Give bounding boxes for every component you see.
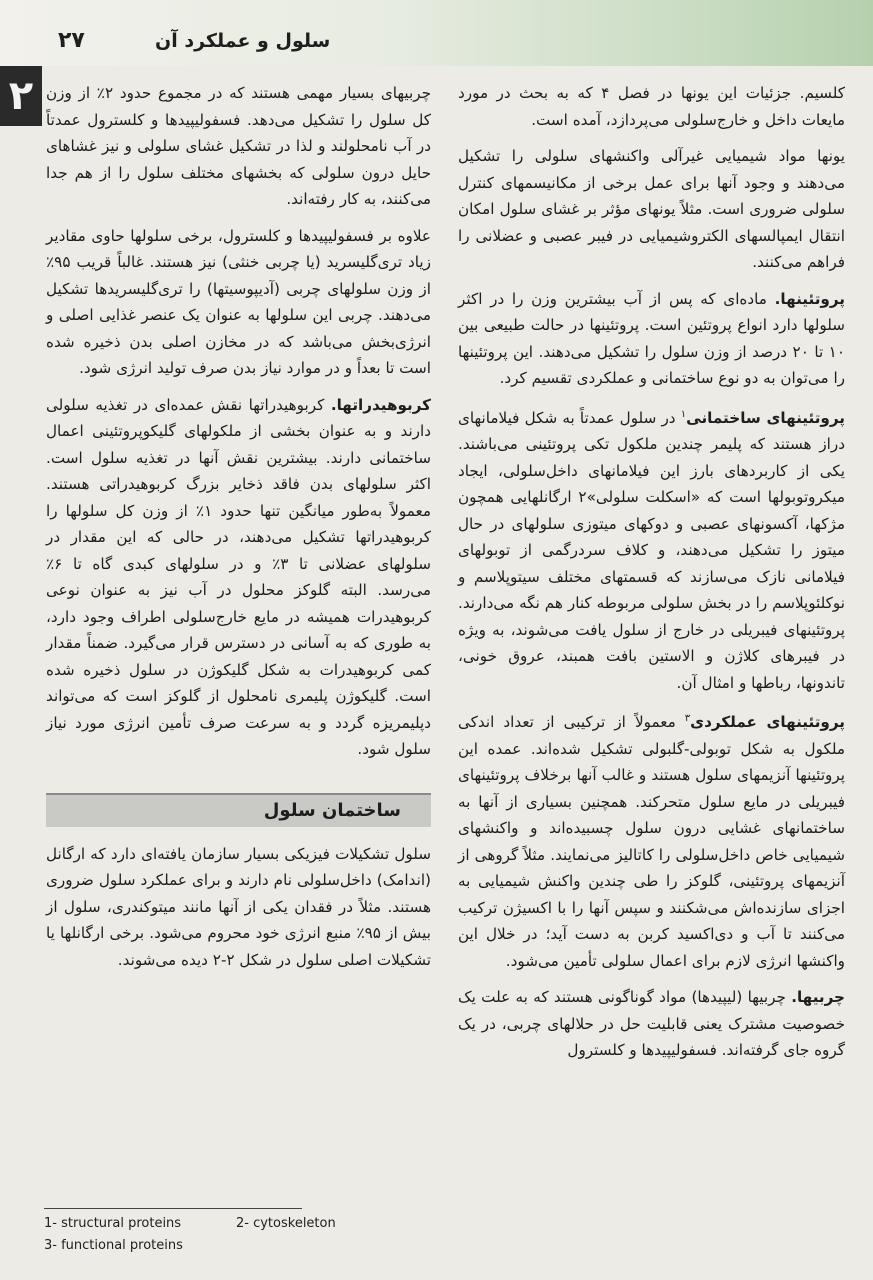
page-header	[0, 0, 873, 66]
paragraph: پروتئینهای عملکردی$^۳$ معمولاً از ترکیبی از تعداد اندکی ملکول به شکل توبولی-گلبولی تشکیل شده‌اند. عمده این پروتئینها آنزیمهای سلول هستند و غالب آنها برخلاف پروتئینهای فیبریلی در مایع سلول متحرکند. همچنین بسیاری از آنها به ساختمانهای غشایی درون سلول چسبیده‌اند و واکنشهای شیمیایی خاص داخل‌سلولی را کاتالیز می‌نمایند. مثلاً گروهی از آنزیمهای پروتئینی، گلوکز را طی چندین واکنش شیمیایی به اجزای سازنده‌اش می‌شکنند و سپس آنها را با اکسیژن ترکیب می‌کنند تا آب و دی‌اکسید کربن به دست آید؛ در خلال این واکنشها انرژی لازم برای اعمال سلولی تأمین می‌شود.	[458, 713, 845, 970]
paragraph: کربوهیدراتها. کربوهیدراتها نقش عمده‌ای در تغذیه سلولی دارند و به عنوان بخشی از ملکولهای گلیکوپروتئینی اعمال ساختمانی دارند. بیشترین نقش آنها در تغذیه سلول است. اکثر سلولهای بدن فاقد ذخایر بزرگ کربوهیدراتی هستند. معمولاً به‌طور میانگین تنها حدود ۱٪ از وزن کل سلولها را کربوهیدراتها تشکیل می‌دهند، در حالی که این مقدار در سلولهای عضلانی تا ۳٪ و در سلولهای کبدی گاه تا ۶٪ می‌رسد. البته گلوکز محلول در آب نیز به عنوان نوعی کربوهیدرات همیشه در مایع خارج‌سلولی اطراف وجود دارد، به طوری که به آسانی در دسترس قرار می‌گیرد. ضمناً مقدار کمی کربوهیدرات به شکل گلیکوژن در سلول ذخیره شده است. گلیکوژن پلیمری نامحلول از گلوکز است که می‌تواند دپلیمریزه گردد و به سرعت صرف تأمین انرژی مورد نیاز سلول شود.	[46, 395, 432, 758]
paragraph: کلسیم. جزئیات این یونها در فصل ۴ که به بحث در مورد مایعات داخل و خارج‌سلولی می‌پردازد، آمده است.	[458, 84, 845, 129]
paragraph: چربیها. چربیها (لیپیدها) مواد گوناگونی هستند که به علت یک خصوصیت مشترک یعنی قابلیت حل در حلالهای چربی، در یک گروه جای گرفته‌اند. فسفولیپیدها و کلسترول	[458, 988, 845, 1060]
paragraph-heading: پروتئینها.	[774, 289, 845, 308]
paragraph: یونها مواد شیمیایی غیرآلی واکنشهای سلولی را تشکیل می‌دهند و وجود آنها برای عمل برخی از مکانیسمهای کنترل سلولی ضروری است. مثلاً یونهای مؤثر بر غشای سلول امکان انتقال ایمپالسهای الکتروشیمیایی در فیبر عصبی و عضلانی را فراهم می‌کنند.	[458, 147, 845, 271]
footnote-ref: ۱	[680, 408, 687, 420]
footnote-divider	[44, 1208, 302, 1209]
chapter-tab: ۲	[0, 66, 42, 126]
paragraph-heading: چربیها.	[791, 988, 845, 1007]
left-column	[46, 80, 431, 983]
paragraph: سلول تشکیلات فیزیکی بسیار سازمان یافته‌ای دارد که ارگانل (اندامک) داخل‌سلولی نام دارند و برای عملکرد سلول ضروری هستند. مثلاً در فقدان یکی از آنها مانند میتوکندری، سلول از بیش از ۹۵٪ منبع انرژی خود محروم می‌شود. برخی ارگانلها یا تشکیلات اصلی سلول در شکل ۲-۲ دیده می‌شوند.	[46, 844, 431, 969]
paragraph: پروتئینها. ماده‌ای که پس از آب بیشترین وزن را در اکثر سلولها دارد انواع پروتئین است. پروتئینها در حالت طبیعی بین ۱۰ تا ۲۰ درصد از وزن سلول را تشکیل می‌دهند. این پروتئینها را می‌توان به دو نوع ساختمانی و عملکردی تقسیم کرد.	[458, 289, 845, 387]
paragraph: پروتئینهای ساختمانی$^۱$ در سلول عمدتاً به شکل فیلامانهای دراز هستند که پلیمر چندین ملکول تکی پروتئینی می‌باشند. یکی از کاربردهای بارز این فیلامانهای داخل‌سلولی، ایجاد میکروتوبولها است که «اسکلت سلولی»۲ ارگانلهایی همچون مژکها، آکسونهای عصبی و دوکهای میتوزی سلولهای در حال میتوز را تشکیل می‌دهند، و کلاف سردرگمی از توبولهای فیلامانی نازک می‌سازند که قسمتهای مختلف سیتوپلاسم و نوکلئوپلاسم را در بخش سلولی مربوطه کنار هم نگه می‌دارند. پروتئینهای فیبریلی در خارج از سلول یافت می‌شوند، به ویژه در فیبرهای کلاژن و الاستین بافت همبند، عروق خونی، تاندونها، رباطها و امثال آن.	[458, 408, 845, 692]
paragraph: علاوه بر فسفولیپیدها و کلسترول، برخی سلولها حاوی مقادیر زیاد تری‌گلیسرید (یا چربی خنثی) نیز هستند. غالباً قریب ۹۵٪ از وزن سلولهای چربی (آدیپوسیتها) را تری‌گلیسریدها تشکیل می‌دهند. چربی این سلولها به عنوان یک عنصر غذایی اصلی و انرژی‌بخش می‌باشد که در مخازن اصلی بدن ذخیره شده است تا بعداً و در موارد نیاز بدن صرف تولید انرژی شود.	[46, 226, 431, 377]
paragraph-heading: پروتئینهای عملکردی	[690, 713, 845, 732]
right-column	[458, 80, 845, 1074]
paragraph: چربیهای بسیار مهمی هستند که در مجموع حدود ۲٪ از وزن کل سلول را تشکیل می‌دهد. فسفولیپیدها و کلسترول عمدتاً در آب نامحلولند و لذا در تشکیل غشای سلولی و نیز غشاهای حایل درون سلولی که بخشهای مختلف سلول را از هم جدا می‌کنند، به کار رفته‌اند.	[46, 84, 431, 208]
footnote: 3- functional proteins	[44, 1238, 183, 1253]
footnote: 2- cytoskeleton	[236, 1216, 336, 1231]
page-number: ۲۷	[58, 28, 85, 53]
footnote: 1- structural proteins	[44, 1216, 182, 1231]
running-title: سلول و عملکرد آن	[155, 30, 331, 52]
section-heading: ساختمان سلول	[46, 793, 431, 827]
paragraph-heading: کربوهیدراتها.	[330, 395, 431, 414]
footnote-ref: ۳	[684, 713, 691, 725]
paragraph-heading: پروتئینهای ساختمانی	[686, 408, 845, 427]
